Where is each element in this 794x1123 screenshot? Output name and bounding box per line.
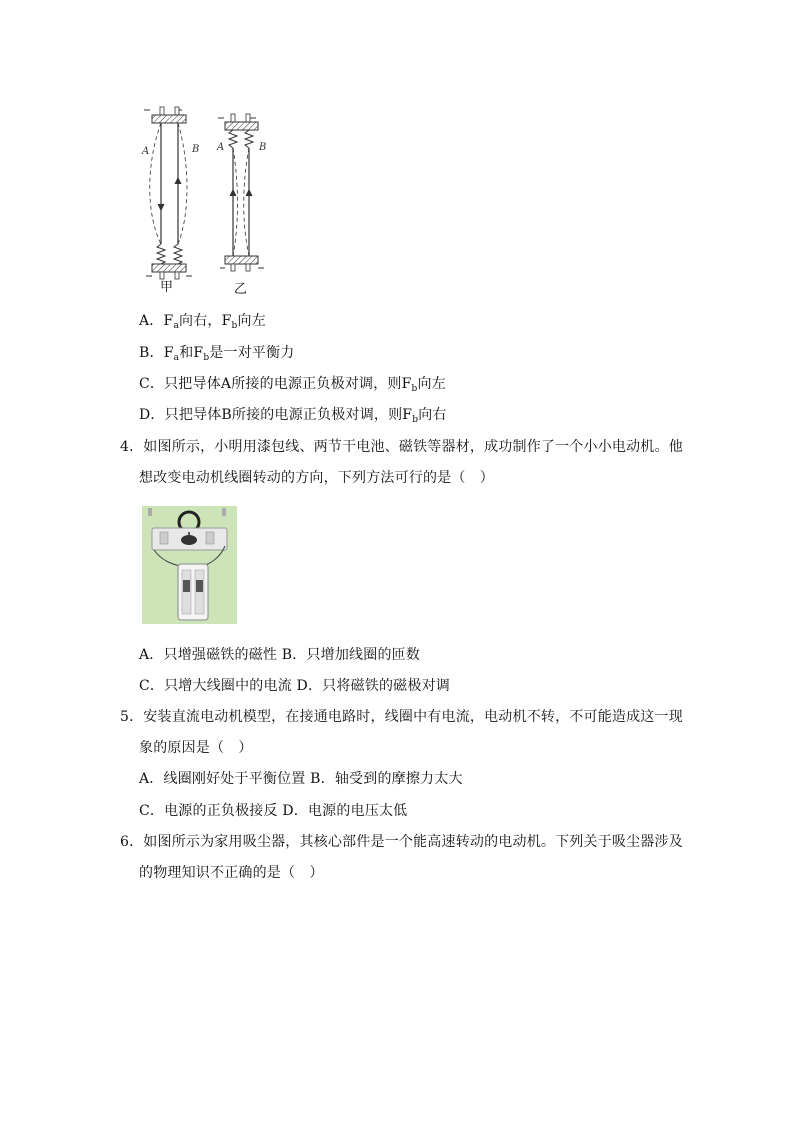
- q3-option-b: B．$F_a$和$F_b$是一对平衡力: [139, 345, 295, 363]
- wire-b-label-yi: B: [259, 142, 267, 153]
- q4-options-ab: A．只增强磁铁的磁性 B．只增加线圈的匝数: [139, 647, 421, 663]
- q6-stem-line2: 的物理知识不正确的是（ ）: [139, 865, 324, 881]
- q3-option-d: D．只把导体B所接的电源正负极对调，则$F_b$向右: [139, 407, 447, 425]
- diagram-jia: [141, 107, 199, 279]
- wire-b-label: B: [192, 144, 200, 155]
- q3-option-a: A．$F_a$向右，$F_b$向左: [139, 313, 266, 331]
- q5-stem-line2: 象的原因是（ ）: [139, 740, 253, 756]
- q3-option-c: C．只把导体A所接的电源正负极对调，则$F_b$向左: [139, 376, 446, 394]
- figure-label-yi: 乙: [234, 282, 248, 297]
- q5-stem-line1: 5．安装直流电动机模型，在接通电路时，线圈中有电流，电动机不转，不可能造成这一现: [120, 709, 683, 725]
- q4-stem-line2: 想改变电动机线圈转动的方向，下列方法可行的是（ ）: [139, 470, 494, 486]
- figure-label-jia: 甲: [160, 280, 174, 295]
- q5-options-ab: A．线圈刚好处于平衡位置 B．轴受到的摩擦力太大: [139, 771, 463, 787]
- q4-options-cd: C．只增大线圈中的电流 D．只将磁铁的磁极对调: [139, 678, 450, 694]
- q5-options-cd: C．电源的正负极接反 D．电源的电压太低: [139, 803, 408, 819]
- parallel-conductors-figure: [138, 104, 278, 294]
- q4-stem-line1: 4．如图所示，小明用漆包线、两节干电池、磁铁等器材，成功制作了一个小小电动机。他: [120, 439, 683, 455]
- simple-motor-photo: [142, 506, 237, 624]
- diagram-yi: [216, 114, 266, 271]
- q6-stem-line1: 6．如图所示为家用吸尘器，其核心部件是一个能高速转动的电动机。下列关于吸尘器涉及: [120, 834, 683, 850]
- wire-a-label-yi: A: [217, 142, 225, 153]
- wire-a-label: A: [142, 146, 150, 157]
